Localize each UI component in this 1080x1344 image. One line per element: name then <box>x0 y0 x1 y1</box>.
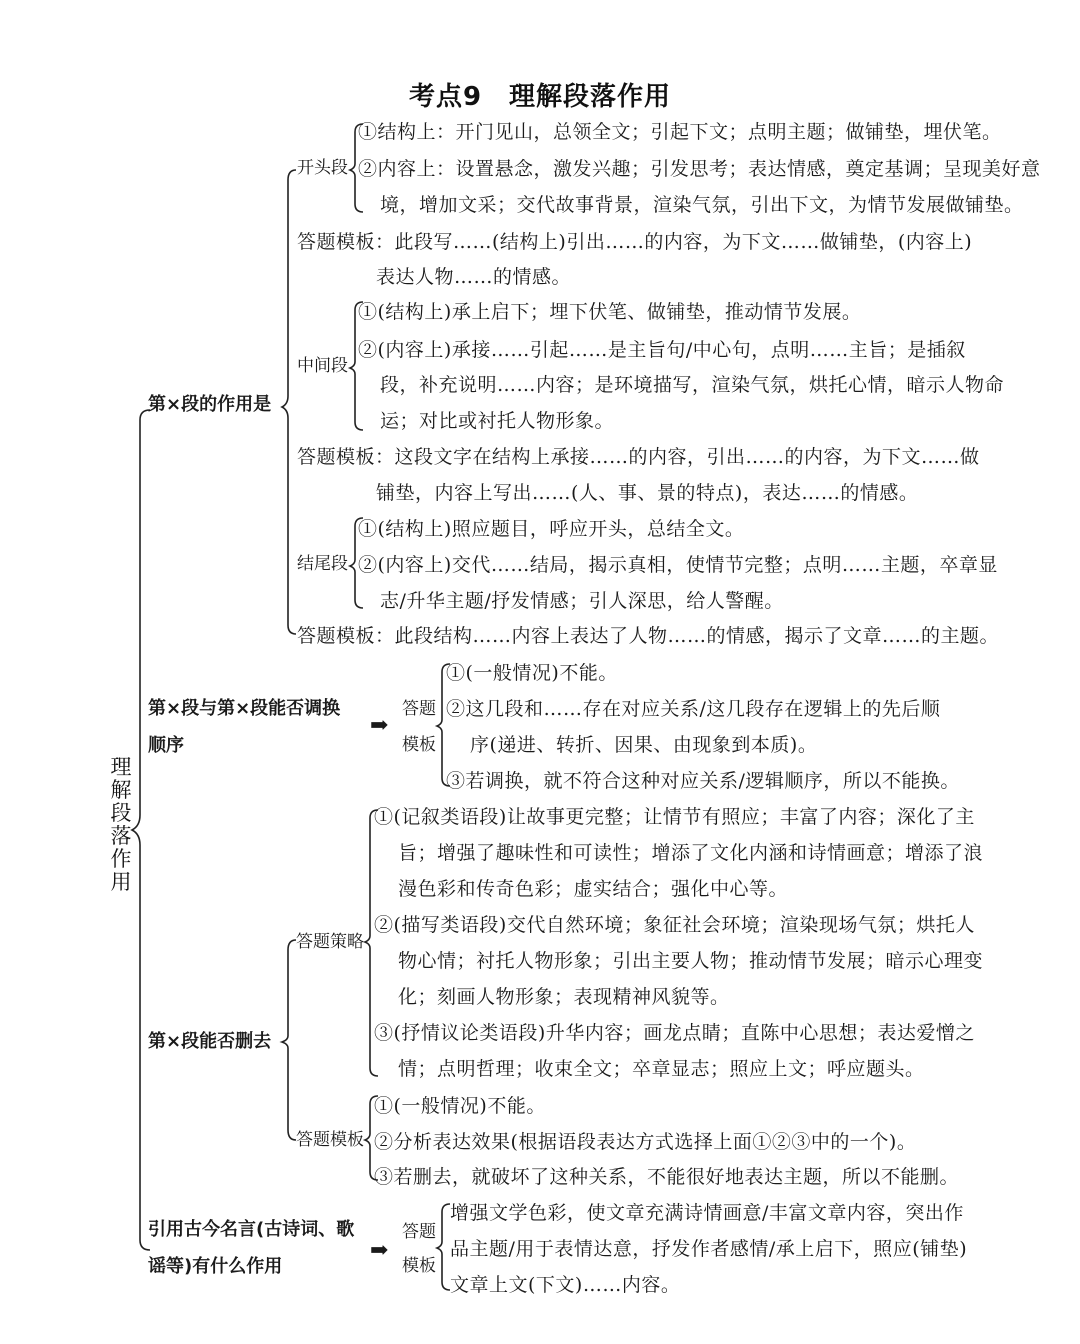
section4-label: 谣等)有什么作用 <box>148 1256 283 1277</box>
section2-item: ③若调换，就不符合这种对应关系/逻辑顺序，所以不能换。 <box>446 770 960 792</box>
section2-sub-label: 模板 <box>402 735 436 755</box>
strategy-item: 化；刻画人物形象；表现精神风貌等。 <box>398 986 730 1008</box>
section3-label: 第×段能否删去 <box>148 1031 272 1052</box>
opening-template: 表达人物……的情感。 <box>376 266 572 288</box>
section3-bracket <box>282 940 296 1140</box>
section4-sub-label: 模板 <box>402 1256 436 1276</box>
opening-item: 境，增加文采；交代故事背景，渲染气氛，引出下文，为情节发展做铺垫。 <box>380 194 1024 216</box>
middle-item: ①(结构上)承上启下；埋下伏笔、做铺垫，推动情节发展。 <box>358 301 862 323</box>
middle-template: 答题模板：这段文字在结构上承接……的内容，引出……的内容，为下文……做 <box>297 446 980 468</box>
section2-item: ②这几段和……存在对应关系/这几段存在逻辑上的先后顺 <box>446 698 941 720</box>
middle-item: 段，补充说明……内容；是环境描写，渲染气氛，烘托心情，暗示人物命 <box>380 374 1005 396</box>
strategy-item: 物心情；衬托人物形象；引出主要人物；推动情节发展；暗示心理变 <box>398 950 984 972</box>
opening-item: ①结构上：开门见山，总领全文；引起下文；点明主题；做铺垫，埋伏笔。 <box>358 121 1002 143</box>
opening-template: 答题模板：此段写……(结构上)引出……的内容，为下文……做铺垫，(内容上) <box>297 231 973 253</box>
template3-item: ②分析表达效果(根据语段表达方式选择上面①②③中的一个)。 <box>374 1131 917 1153</box>
section4-label: 引用古今名言(古诗词、歌 <box>148 1219 355 1240</box>
template3-item: ①(一般情况)不能。 <box>374 1095 546 1117</box>
section1-bracket <box>282 170 296 634</box>
root-bracket <box>132 410 150 1250</box>
section2-item: 序(递进、转折、因果、由现象到本质)。 <box>470 734 818 756</box>
ending-template: 答题模板：此段结构……内容上表达了人物……的情感，揭示了文章……的主题。 <box>297 625 1000 647</box>
opening-label: 开头段 <box>297 158 348 178</box>
ending-label: 结尾段 <box>297 554 348 574</box>
strategy-item: 漫色彩和传奇色彩；虚实结合；强化中心等。 <box>398 878 789 900</box>
template3-label: 答题模板 <box>296 1130 364 1150</box>
section2-label: 顺序 <box>148 735 184 756</box>
section4-item: 增强文学色彩，使文章充满诗情画意/丰富文章内容，突出作 <box>450 1202 964 1224</box>
strategy-label: 答题策略 <box>296 932 364 952</box>
section4-item: 品主题/用于表情达意，抒发作者感情/承上启下，照应(铺垫) <box>450 1238 968 1260</box>
middle-item: ②(内容上)承接……引起……是主旨句/中心句，点明……主旨；是插叙 <box>358 339 966 361</box>
arrow-icon: ➡ <box>370 1238 389 1263</box>
ending-item: ②(内容上)交代……结局，揭示真相，使情节完整；点明……主题，卒章显 <box>358 554 998 576</box>
section4-sub-label: 答题 <box>402 1222 436 1242</box>
ending-item: ①(结构上)照应题目，呼应开头，总结全文。 <box>358 518 745 540</box>
section4-item: 文章上文(下文)……内容。 <box>450 1274 681 1296</box>
page-title: 考点9 理解段落作用 <box>408 82 672 112</box>
middle-label: 中间段 <box>297 356 348 376</box>
strategy-item: ①(记叙类语段)让故事更完整；让情节有照应；丰富了内容；深化了主 <box>374 806 975 828</box>
section4-bracket <box>437 1204 450 1290</box>
arrow-icon: ➡ <box>370 713 389 738</box>
opening-item: ②内容上：设置悬念，激发兴趣；引发思考；表达情感，奠定基调；呈现美好意 <box>358 158 1041 180</box>
root-label: 理解段落作用 <box>110 755 132 894</box>
template3-item: ③若删去，就破坏了这种关系，不能很好地表达主题，所以不能删。 <box>374 1166 960 1188</box>
middle-item: 运；对比或衬托人物形象。 <box>380 410 615 432</box>
strategy-item: ③(抒情议论类语段)升华内容；画龙点睛；直陈中心思想；表达爱憎之 <box>374 1022 975 1044</box>
strategy-item: 旨；增强了趣味性和可读性；增添了文化内涵和诗情画意；增添了浪 <box>398 842 984 864</box>
section2-label: 第×段与第×段能否调换 <box>148 698 341 719</box>
ending-item: 志/升华主题/抒发情感；引人深思，给人警醒。 <box>380 590 784 612</box>
middle-template: 铺垫，内容上写出……(人、事、景的特点)，表达……的情感。 <box>376 482 919 504</box>
section1-label: 第×段的作用是 <box>148 394 272 415</box>
strategy-item: 情；点明哲理；收束全文；卒章显志；照应上文；呼应题头。 <box>398 1058 925 1080</box>
strategy-item: ②(描写类语段)交代自然环境；象征社会环境；渲染现场气氛；烘托人 <box>374 914 975 936</box>
section2-sub-label: 答题 <box>402 699 436 719</box>
section2-item: ①(一般情况)不能。 <box>446 662 618 684</box>
